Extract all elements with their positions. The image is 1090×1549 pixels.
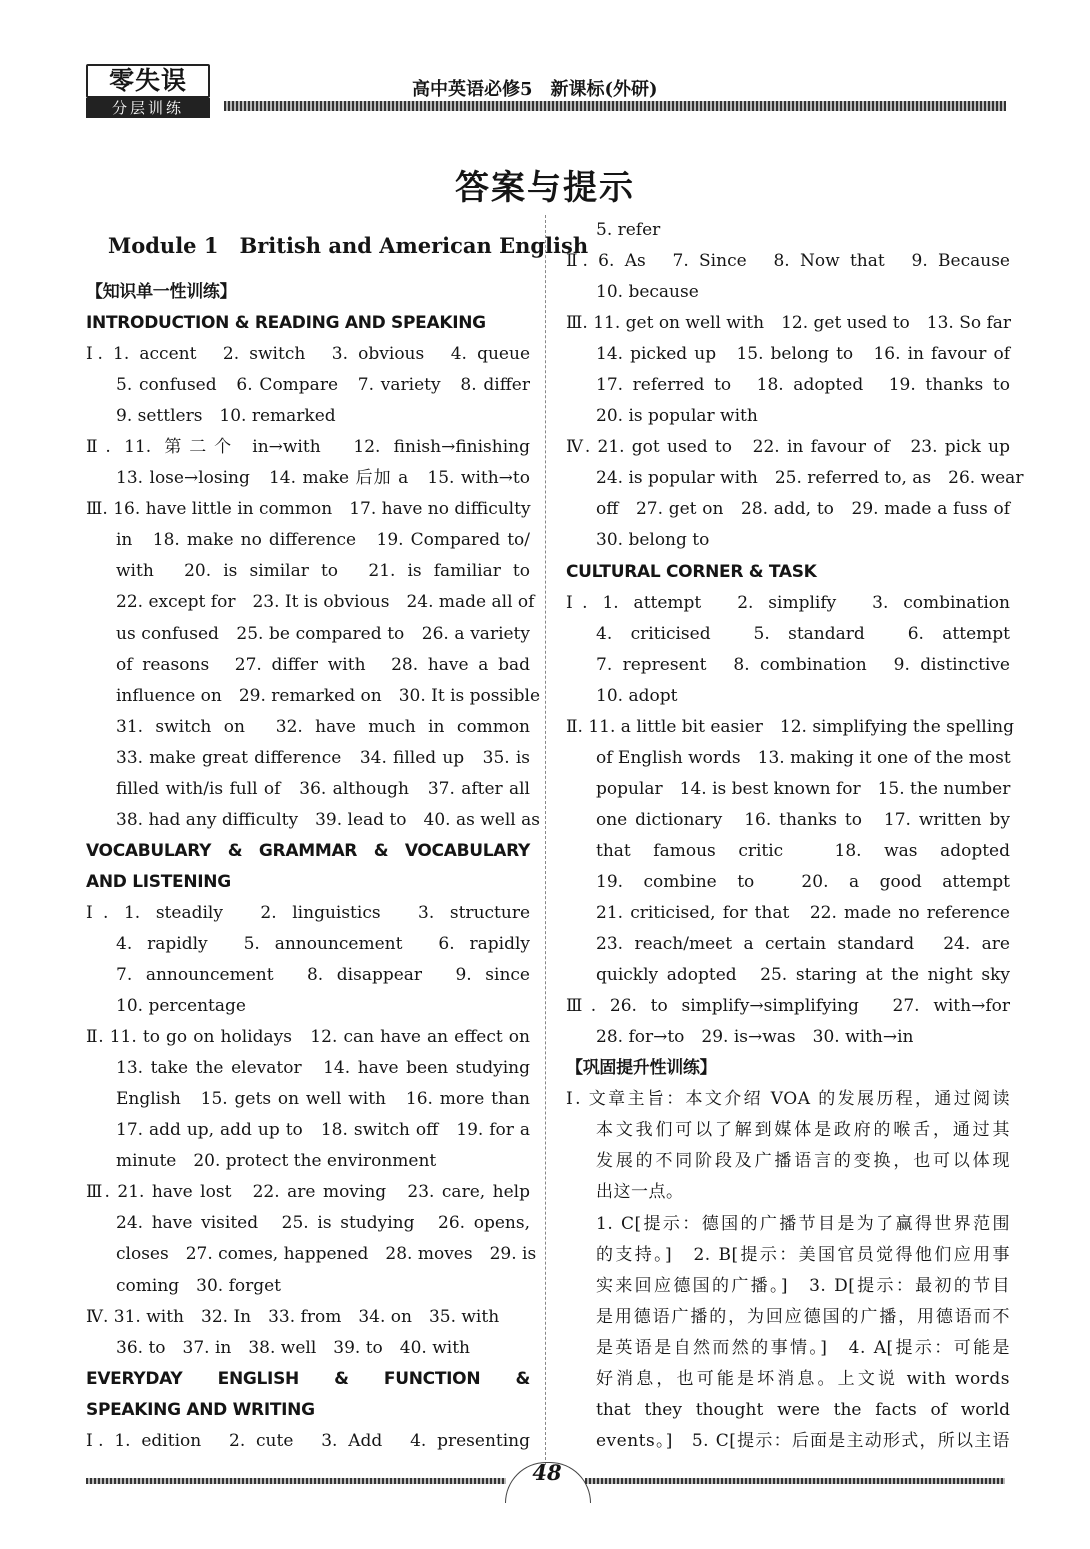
answer-line: Ⅱ. 6. As 7. Since 8. Now that 9. Because xyxy=(566,251,1010,272)
answer-line: 7. represent 8. combination 9. distinctive xyxy=(596,654,1010,675)
logo-title: 零失误 xyxy=(86,64,210,98)
answer-line: Ⅰ. 1. accent 2. switch 3. obvious 4. queue xyxy=(86,344,530,365)
answer-line: 13. lose→losing 14. make 后加 a 15. with→to xyxy=(116,468,530,489)
answer-line: of reasons 27. differ with 28. have a bad xyxy=(116,654,530,675)
book-title: 高中英语必修5 新课标(外研) xyxy=(412,79,658,100)
answer-line: off 27. get on 28. add, to 29. made a fuss of xyxy=(596,499,1010,520)
answer-line: in 18. make no difference 19. Compared to/ xyxy=(116,530,530,551)
footer-rule-right xyxy=(585,1478,1005,1484)
answer-line: 10. because xyxy=(596,282,699,303)
answer-line: closes 27. comes, happened 28. moves 29. is xyxy=(116,1244,537,1265)
answer-line: that famous critic 18. was adopted xyxy=(596,840,1010,861)
page-title: 答案与提示 xyxy=(455,168,635,208)
answer-line: Ⅲ. 26. to simplify→simplifying 27. with→for xyxy=(566,996,1010,1017)
footer-rule-left xyxy=(86,1478,506,1484)
answer-line: Ⅲ. 16. have little in common 17. have no difficulty xyxy=(86,499,531,520)
answer-line: 9. settlers 10. remarked xyxy=(116,406,336,427)
answer-line: 是英语是自然而然的事情。] 4. A[提示：可能是 xyxy=(596,1337,1010,1358)
left-column xyxy=(86,215,589,1457)
answer-line: Ⅲ. 21. have lost 22. are moving 23. care, help xyxy=(86,1182,530,1203)
answer-line: 24. is popular with 25. referred to, as 26. wear xyxy=(596,468,1024,489)
answer-line: 发展的不同阶段及广播语言的变换，也可以体现 xyxy=(596,1151,1010,1172)
answer-line: 4. criticised 5. standard 6. attempt xyxy=(596,623,1010,644)
answer-line: 本文我们可以了解到媒体是政府的喉舌，通过其 xyxy=(596,1120,1010,1141)
right-column xyxy=(566,215,1024,1457)
answer-line: 33. make great difference 34. filled up 35. is xyxy=(116,747,530,768)
answer-line: 出这一点。 xyxy=(596,1182,684,1203)
answer-line: us confused 25. be compared to 26. a variety xyxy=(116,623,530,644)
answer-line: Ⅰ. 1. attempt 2. simplify 3. combination xyxy=(566,592,1010,613)
answer-line: Ⅲ. 11. get on well with 12. get used to 13. So far xyxy=(566,313,1012,334)
answer-line: 22. except for 23. It is obvious 24. made all of xyxy=(116,592,535,613)
answer-line: filled with/is full of 36. although 37. after all xyxy=(116,778,530,799)
answer-line: 14. picked up 15. belong to 16. in favour of xyxy=(596,344,1010,365)
answer-line: 7. announcement 8. disappear 9. since xyxy=(116,965,530,986)
answer-line: 28. for→to 29. is→was 30. with→in xyxy=(596,1027,914,1048)
answer-line: Ⅱ. 11. to go on holidays 12. can have an effect on xyxy=(86,1027,530,1048)
column-divider xyxy=(545,215,546,1465)
answer-line: EVERYDAY ENGLISH & FUNCTION & xyxy=(86,1368,530,1389)
answer-line: that they thought were the facts of world xyxy=(596,1399,1010,1420)
answer-line: 实来回应德国的广播。] 3. D[提示：最初的节目 xyxy=(596,1275,1010,1296)
answer-line: 1. C[提示：德国的广播节目是为了赢得世界范围 xyxy=(596,1213,1010,1234)
answer-line: Module 1 British and American English xyxy=(108,233,589,258)
answer-line: Ⅳ. 31. with 32. In 33. from 34. on 35. with xyxy=(86,1306,500,1327)
answer-line: SPEAKING AND WRITING xyxy=(86,1399,315,1420)
answer-line: quickly adopted 25. staring at the night sky xyxy=(596,965,1010,986)
answer-line: Ⅰ. 1. edition 2. cute 3. Add 4. presenting xyxy=(86,1430,530,1451)
answer-line: INTRODUCTION & READING AND SPEAKING xyxy=(86,313,486,334)
answer-line: minute 20. protect the environment xyxy=(116,1151,437,1172)
answer-line: 17. referred to 18. adopted 19. thanks to xyxy=(596,375,1010,396)
answer-line: with 20. is similar to 21. is familiar to xyxy=(116,561,530,582)
answer-line: 的支持。] 2. B[提示：美国官员觉得他们应用事 xyxy=(596,1244,1010,1265)
answer-line: 30. belong to xyxy=(596,530,710,551)
answer-line: influence on 29. remarked on 30. It is possible xyxy=(116,685,541,706)
answer-line: Ⅱ. 11. 第二个 in→with 12. finish→finishing xyxy=(86,437,530,458)
answer-line: Ⅰ. 1. steadily 2. linguistics 3. structure xyxy=(86,902,530,923)
answer-line: AND LISTENING xyxy=(86,871,231,892)
answer-line: popular 14. is best known for 15. the number xyxy=(596,778,1011,799)
answer-line: 19. combine to 20. a good attempt xyxy=(596,871,1010,892)
answer-line: of English words 13. making it one of the most xyxy=(596,747,1011,768)
logo-subtitle: 分层训练 xyxy=(86,98,210,118)
answer-line: Ⅰ. 文章主旨：本文介绍 VOA 的发展历程，通过阅读 xyxy=(566,1089,1010,1110)
answer-line: 4. rapidly 5. announcement 6. rapidly xyxy=(116,933,530,954)
answer-line: 5. confused 6. Compare 7. variety 8. differ xyxy=(116,375,530,396)
answer-line: 5. refer xyxy=(596,220,661,240)
series-logo xyxy=(86,64,210,118)
answer-line: 【知识单一性训练】 xyxy=(86,282,237,302)
page-header xyxy=(0,0,1024,130)
header-rule xyxy=(224,101,1006,111)
answer-line: one dictionary 16. thanks to 17. written by xyxy=(596,809,1010,830)
answer-line: coming 30. forget xyxy=(116,1275,282,1296)
page-number: 48 xyxy=(532,1460,562,1485)
answer-line: Ⅳ. 21. got used to 22. in favour of 23. pick up xyxy=(566,437,1010,458)
answer-line: events。] 5. C[提示：后面是主动形式，所以主语 xyxy=(596,1430,1010,1451)
answer-line: 24. have visited 25. is studying 26. opens, xyxy=(116,1213,530,1234)
answer-line: 是用德语广播的，为回应德国的广播，用德语而不 xyxy=(596,1306,1010,1327)
answer-line: 13. take the elevator 14. have been studying xyxy=(116,1058,530,1079)
answer-line: English 15. gets on well with 16. more than xyxy=(116,1089,530,1110)
answer-line: VOCABULARY & GRAMMAR & VOCABULARY xyxy=(86,840,530,861)
answer-line: 【巩固提升性训练】 xyxy=(566,1058,717,1079)
answer-line: 31. switch on 32. have much in common xyxy=(116,716,530,737)
answer-line: 10. adopt xyxy=(596,685,678,706)
answer-line: 38. had any difficulty 39. lead to 40. as well as xyxy=(116,809,540,830)
answer-line: 36. to 37. in 38. well 39. to 40. with xyxy=(116,1337,470,1358)
answer-line: Ⅱ. 11. a little bit easier 12. simplifying the spelling xyxy=(566,716,1014,737)
answer-line: 20. is popular with xyxy=(596,406,758,427)
answer-line: 21. criticised, for that 22. made no reference xyxy=(596,903,1010,924)
answer-line: 23. reach/meet a certain standard 24. are xyxy=(596,934,1010,955)
answer-line: 10. percentage xyxy=(116,996,246,1017)
answer-line: 17. add up, add up to 18. switch off 19. for a xyxy=(116,1120,530,1141)
answer-line: 好消息，也可能是坏消息。上文说 with words xyxy=(596,1368,1010,1389)
answer-line: CULTURAL CORNER & TASK xyxy=(566,561,817,582)
